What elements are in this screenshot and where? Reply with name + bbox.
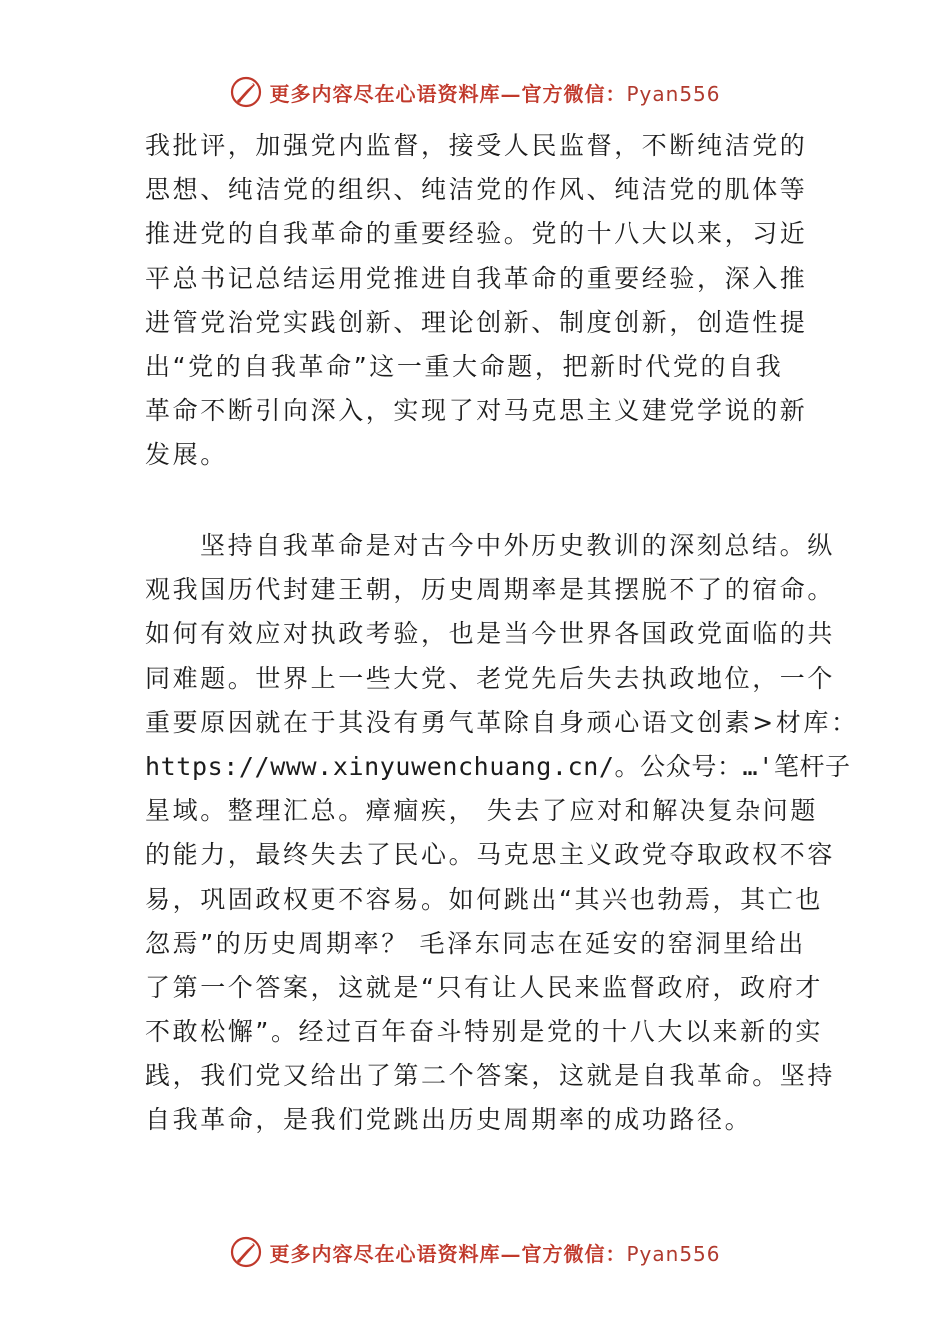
text-line: 践，我们党又给出了第二个答案，这就是自我革命。坚持 (145, 1061, 836, 1091)
text-line: 平总书记总结运用党推进自我革命的重要经验，深入推 (145, 263, 808, 293)
watermark-text: 更多内容尽在心语资料库—官方微信：Pyan556 (269, 1241, 721, 1266)
paragraph-2 (145, 524, 859, 1143)
text-line: 重要原因就在于其没有勇气革除自身顽心语文创素>材库： (145, 707, 859, 737)
text-line: 推进党的自我革命的重要经验。党的十八大以来，习近 (145, 219, 808, 249)
wechat-id: Pyan556 (626, 1241, 721, 1266)
footer-watermark (0, 1232, 950, 1272)
text-line: 坚持自我革命是对古今中外历史教训的深刻总结。纵 (200, 531, 835, 560)
text-line: 发展。 (145, 440, 228, 470)
text-line: 出“党的自我革命”这一重大命题，把新时代党的自我 (145, 351, 784, 381)
quill-logo-icon (229, 75, 263, 109)
text-line: 思想、纯洁党的组织、纯洁党的作风、纯洁党的肌体等 (145, 175, 808, 205)
text-line: 易，巩固政权更不容易。如何跳出“其兴也勃焉，其亡也 (145, 884, 823, 914)
text-line: 同难题。世界上一些大党、老党先后失去执政地位，一个 (145, 663, 836, 693)
text-line: https://www.xinyuwenchuang.cn/。公众号：…'笔杆子 (145, 751, 851, 781)
text-line: 如何有效应对执政考验，也是当今世界各国政党面临的共 (145, 619, 836, 649)
text-line: 革命不断引向深入，实现了对马克思主义建党学说的新 (145, 396, 808, 426)
paragraph-1 (145, 124, 835, 478)
text-line: 的能力，最终失去了民心。马克思主义政党夺取政权不容 (145, 840, 836, 870)
text-line: 进管党治党实践创新、理论创新、制度创新，创造性提 (145, 307, 808, 337)
watermark-text: 更多内容尽在心语资料库—官方微信：Pyan556 (269, 81, 721, 106)
text-line: 忽焉”的历史周期率？ 毛泽东同志在延安的窑洞里给出 (145, 928, 806, 958)
text-line: 不敢松懈”。经过百年奋斗特别是党的十八大以来新的实 (145, 1017, 823, 1047)
text-line: 自我革命，是我们党跳出历史周期率的成功路径。 (145, 1105, 753, 1135)
text-line: 我批评，加强党内监督，接受人民监督，不断纯洁党的 (145, 131, 808, 160)
wechat-id: Pyan556 (626, 81, 721, 106)
text-line: 了第一个答案，这就是“只有让人民来监督政府，政府才 (145, 972, 823, 1002)
header-watermark (0, 72, 950, 112)
text-line: 星域。整理汇总。瘴痼疾， 失去了应对和解决复杂问题 (145, 796, 818, 826)
text-line: 观我国历代封建王朝，历史周期率是其摆脱不了的宿命。 (145, 575, 836, 605)
quill-logo-icon (229, 1235, 263, 1269)
